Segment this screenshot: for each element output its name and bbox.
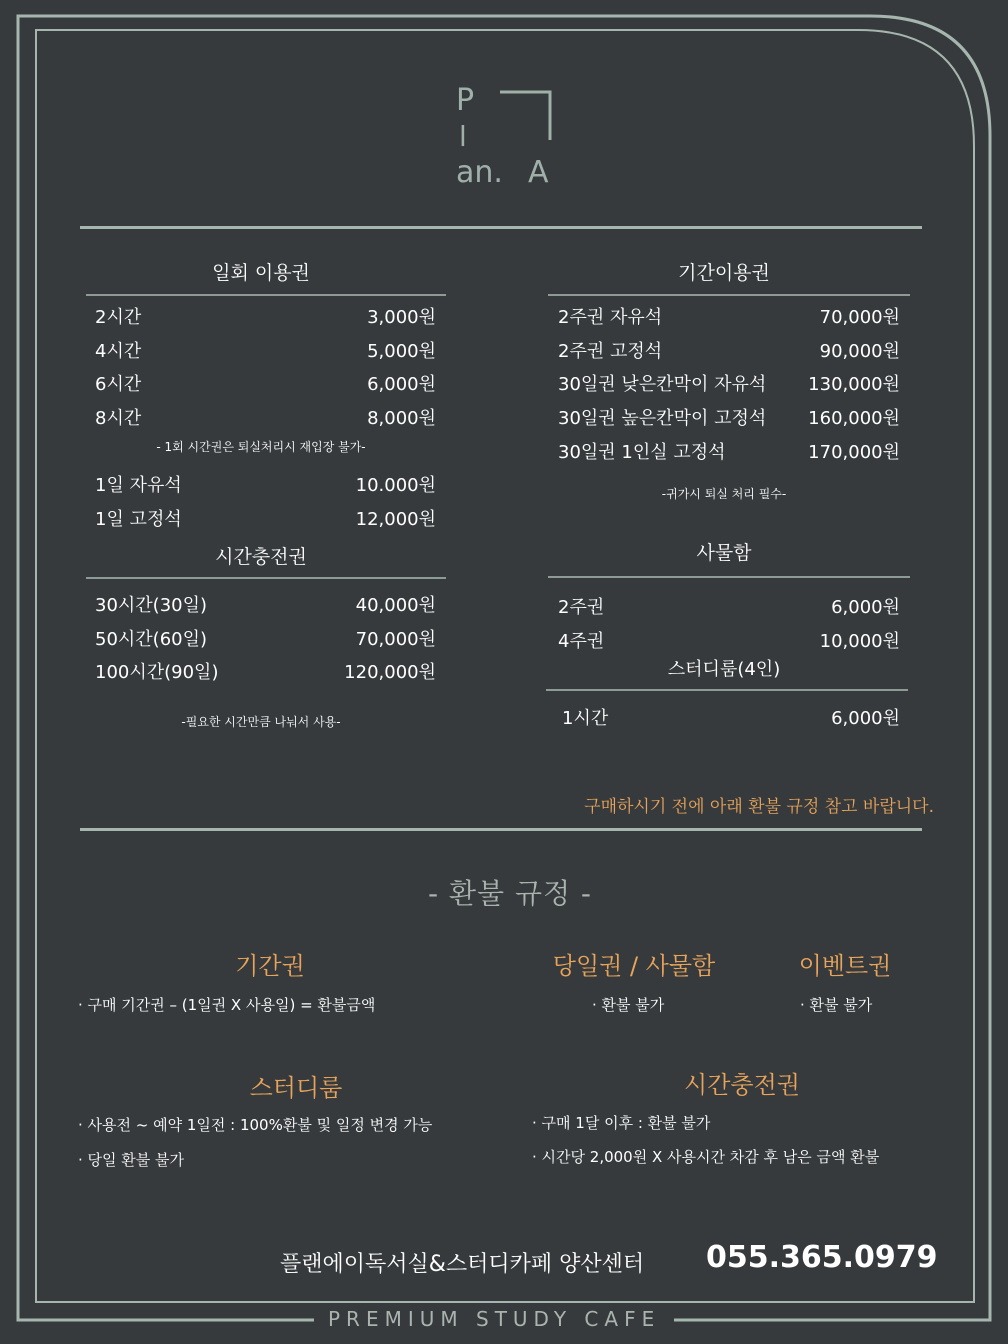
refund-daylocker-title: 당일권 / 사물함 — [552, 952, 716, 980]
logo-letters-an: an. — [456, 155, 503, 190]
charge-note: -필요한 시간만큼 나눠서 사용- — [181, 715, 341, 729]
refund-charge-rule-1: · 구매 1달 이후 : 환불 불가 — [532, 1114, 711, 1132]
daily-label-3: 6시간 — [95, 374, 142, 395]
period-label-5: 30일권 1인실 고정석 — [558, 442, 726, 463]
daily-price-6: 12,000원 — [355, 509, 436, 530]
daily-label-6: 1일 고정석 — [95, 509, 182, 530]
charge-divider — [86, 577, 446, 579]
tagline: PREMIUM STUDY CAFE — [314, 1307, 674, 1331]
phone-number: 055.365.0979 — [706, 1240, 938, 1275]
refund-studyroom-rule-1: · 사용전 ~ 예약 1일전 : 100%환불 및 일정 변경 가능 — [78, 1116, 433, 1134]
refund-period-rule: · 구매 기간권 – (1일권 X 사용일) = 환불금액 — [78, 996, 376, 1014]
top-divider — [80, 226, 922, 229]
period-price-1: 70,000원 — [819, 307, 900, 328]
refund-title: - 환불 규정 - — [427, 877, 593, 910]
locker-price-1: 6,000원 — [831, 597, 900, 618]
studyroom-divider — [546, 689, 908, 691]
period-label-4: 30일권 높은칸막이 고정석 — [558, 408, 767, 429]
period-label-1: 2주권 자유석 — [558, 307, 663, 328]
studyroom-label-1: 1시간 — [562, 708, 609, 729]
daily-label-5: 1일 자유석 — [95, 475, 182, 496]
studyroom-price-1: 6,000원 — [831, 708, 900, 729]
charge-price-2: 70,000원 — [355, 629, 436, 650]
locker-label-2: 4주권 — [558, 631, 605, 652]
period-price-4: 160,000원 — [808, 408, 900, 429]
daily-label-4: 8시간 — [95, 408, 142, 429]
refund-period-title: 기간권 — [235, 952, 305, 980]
daily-label-1: 2시간 — [95, 307, 142, 328]
refund-charge-rule-2: · 시간당 2,000원 X 사용시간 차감 후 남은 금액 환불 — [532, 1148, 880, 1166]
daily-price-5: 10.000원 — [355, 475, 436, 496]
brand-logo — [450, 80, 560, 190]
daily-price-4: 8,000원 — [367, 408, 436, 429]
store-name: 플랜에이독서실&스터디카페 양산센터 — [280, 1252, 645, 1277]
period-label-3: 30일권 낮은칸막이 자유석 — [558, 374, 767, 395]
period-price-2: 90,000원 — [819, 341, 900, 362]
charge-title: 시간충전권 — [215, 546, 307, 568]
daily-note: - 1회 시간권은 퇴실처리시 재입장 불가- — [156, 440, 366, 454]
daily-label-2: 4시간 — [95, 341, 142, 362]
charge-label-3: 100시간(90일) — [95, 662, 219, 683]
charge-label-2: 50시간(60일) — [95, 629, 208, 650]
studyroom-title: 스터디룸(4인) — [667, 659, 781, 680]
locker-divider — [548, 576, 910, 578]
daily-price-2: 5,000원 — [367, 341, 436, 362]
refund-studyroom-title: 스터디룸 — [249, 1074, 343, 1102]
daily-divider — [86, 294, 446, 296]
period-note: -귀가시 퇴실 처리 필수- — [661, 487, 787, 501]
locker-label-1: 2주권 — [558, 597, 605, 618]
middle-divider — [80, 828, 922, 831]
daily-price-1: 3,000원 — [367, 307, 436, 328]
charge-price-1: 40,000원 — [355, 595, 436, 616]
refund-charge-title: 시간충전권 — [684, 1071, 800, 1099]
period-label-2: 2주권 고정석 — [558, 341, 663, 362]
locker-title: 사물함 — [696, 542, 752, 564]
period-title: 기간이용권 — [678, 262, 770, 284]
charge-price-3: 120,000원 — [344, 662, 436, 683]
period-price-5: 170,000원 — [808, 442, 900, 463]
refund-event-title: 이벤트권 — [798, 952, 892, 980]
charge-label-1: 30시간(30일) — [95, 595, 208, 616]
refund-notice: 구매하시기 전에 아래 환불 규정 참고 바랍니다. — [584, 797, 934, 817]
daily-title: 일회 이용권 — [212, 262, 310, 284]
logo-letter-p: P — [456, 83, 475, 118]
locker-price-2: 10,000원 — [819, 631, 900, 652]
logo-letter-l: l — [459, 120, 467, 153]
refund-studyroom-rule-2: · 당일 환불 불가 — [78, 1151, 185, 1169]
period-divider — [548, 294, 910, 296]
period-price-3: 130,000원 — [808, 374, 900, 395]
daily-price-3: 6,000원 — [367, 374, 436, 395]
logo-letter-a: A — [528, 155, 549, 190]
refund-daylocker-rule: · 환불 불가 — [592, 996, 665, 1014]
refund-event-rule: · 환불 불가 — [800, 996, 873, 1014]
